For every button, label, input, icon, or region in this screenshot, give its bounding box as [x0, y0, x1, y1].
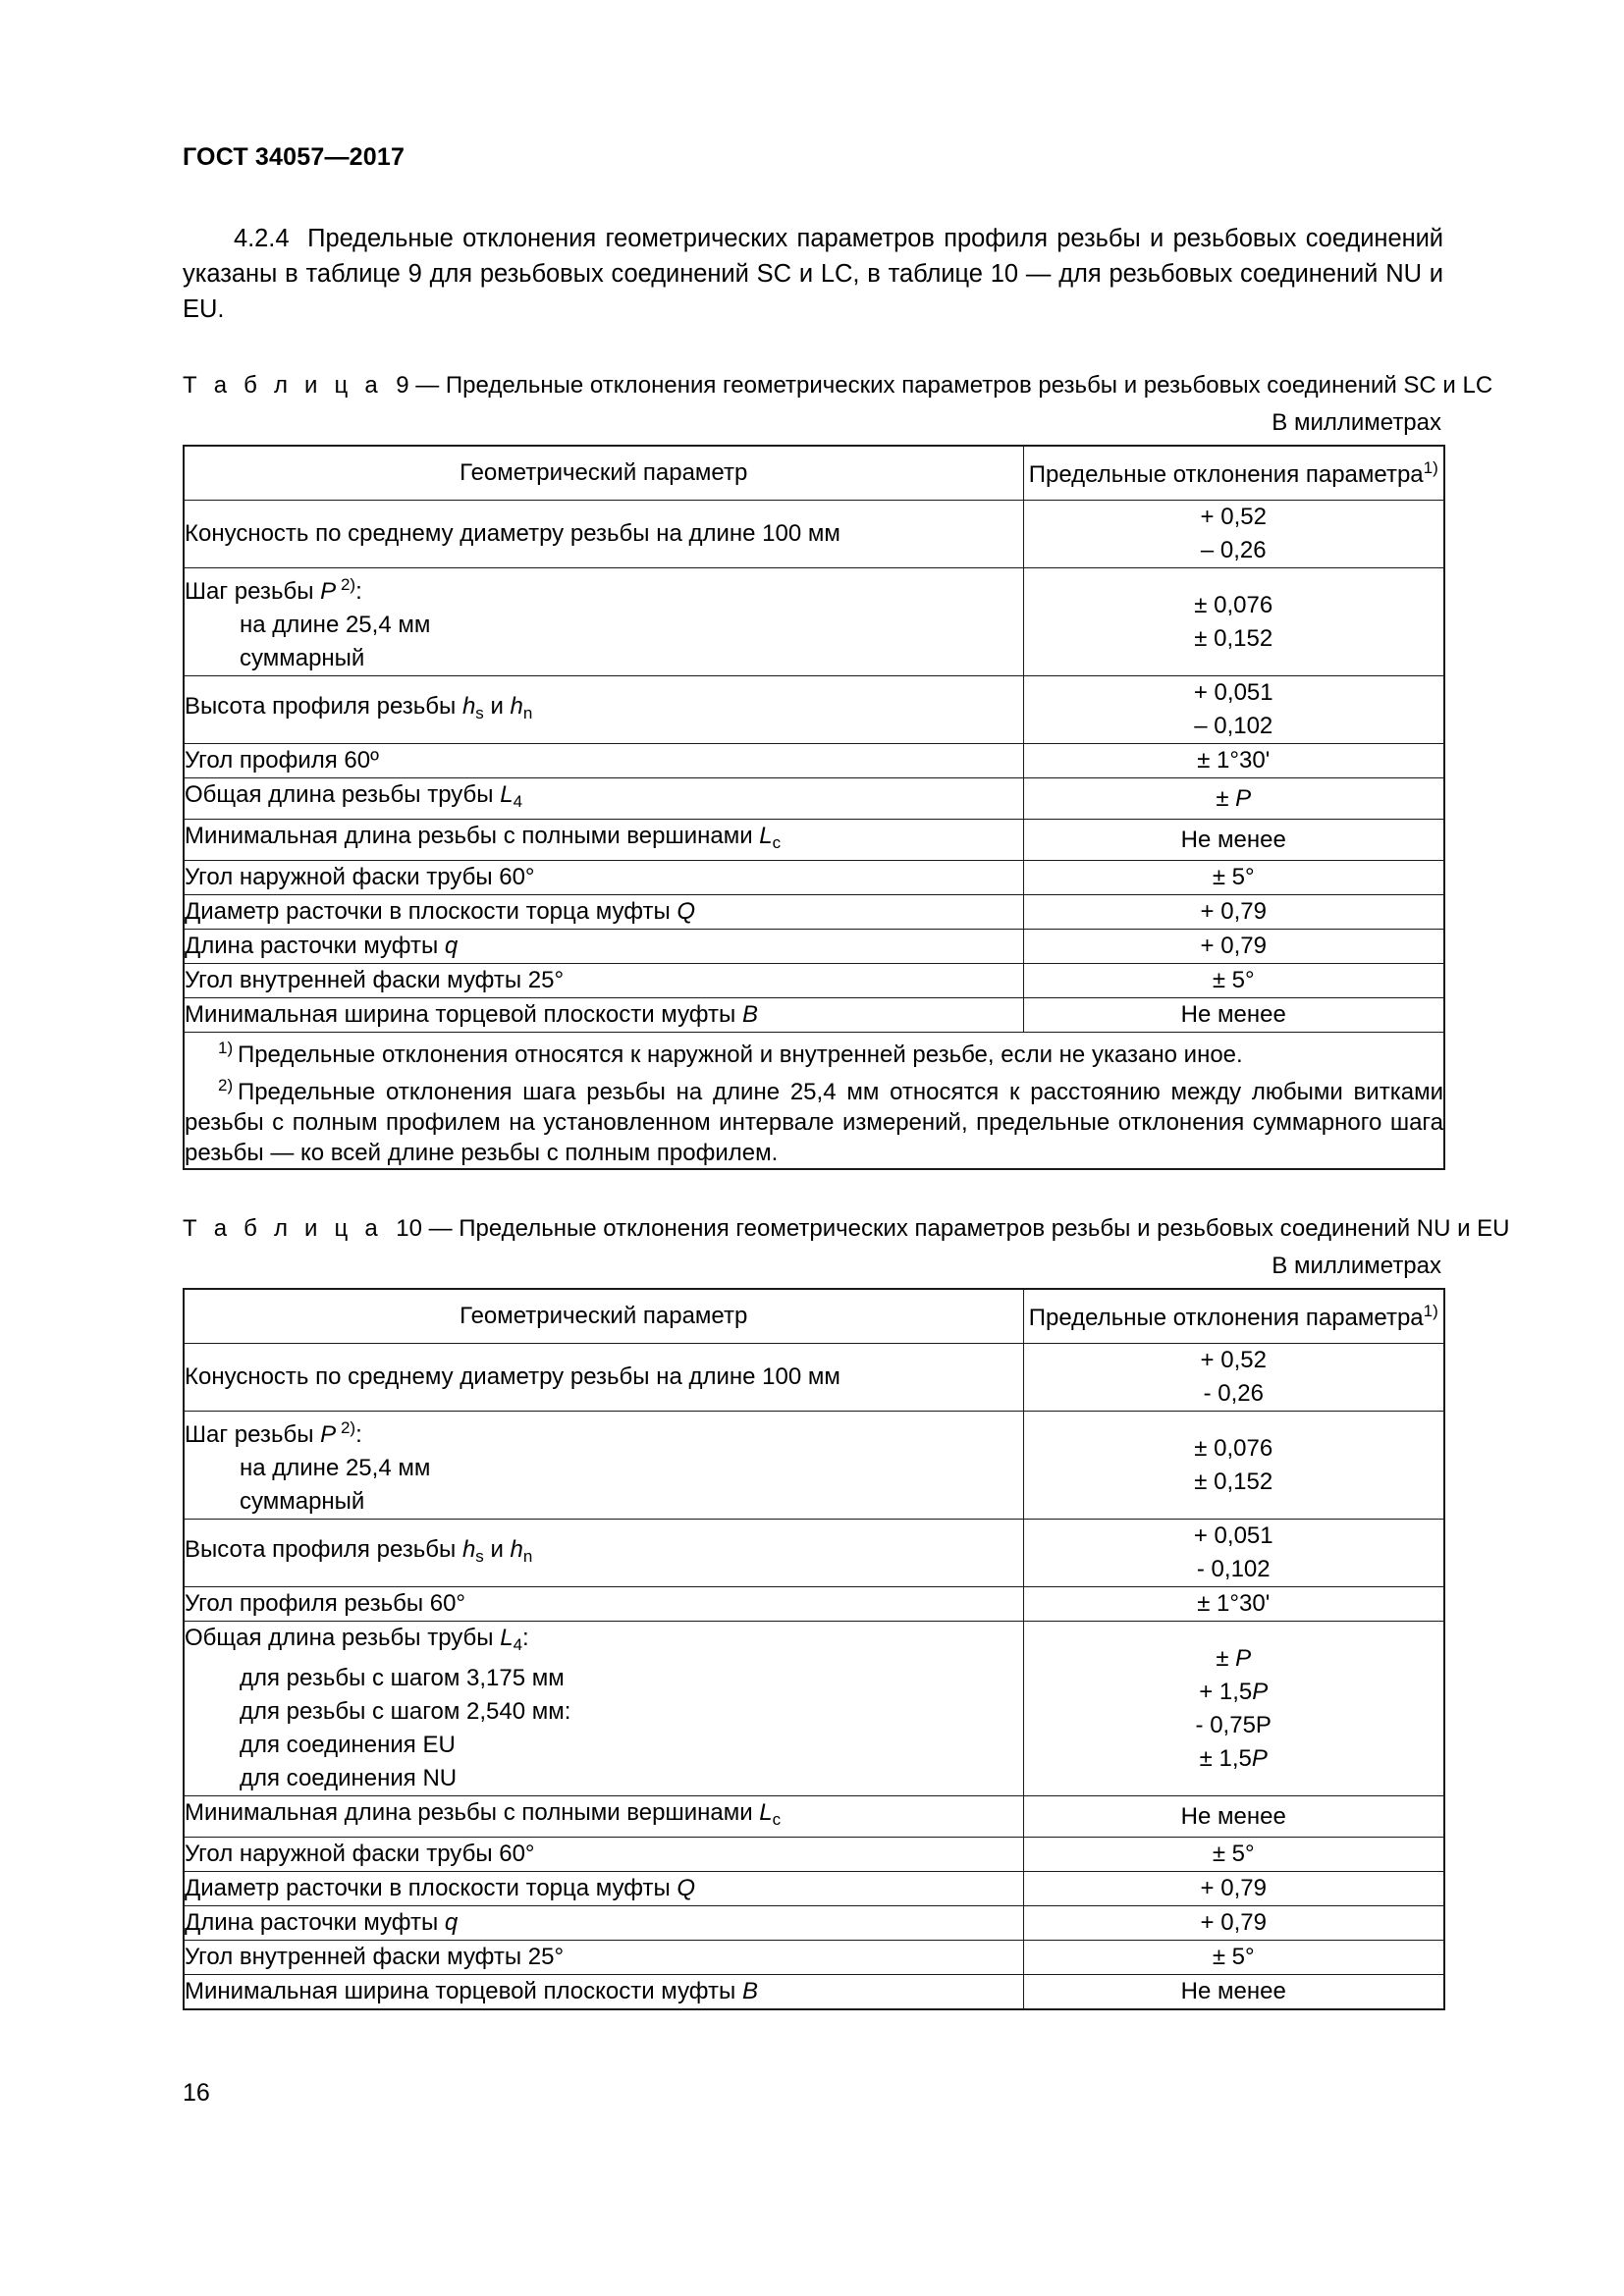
table9-row2-param: Высота профиля резьбы $h_s$ и $h_n$: [184, 676, 1023, 744]
table10-row0-value-line0: + 0,52: [1200, 1347, 1267, 1373]
table10-row6-value: ± 5°: [1023, 1838, 1444, 1872]
table10-caption-text: — Предельные отклонения геометрических параметров резьбы и резьбовых соединений NU и EU: [428, 1215, 1510, 1242]
table10-row9-value: ± 5°: [1023, 1941, 1444, 1975]
table9-footnote-1: [185, 1033, 1443, 1070]
table10-row7-value: + 0,79: [1023, 1872, 1444, 1906]
table10-row4-param-line1: для резьбы с шагом 3,175 мм: [240, 1665, 565, 1691]
table10-row1-value-line0: ± 0,076: [1194, 1434, 1273, 1462]
table10-row4-param-line2: для резьбы с шагом 2,540 мм:: [240, 1698, 571, 1725]
table10-row10-param: Минимальная ширина торцевой плоскости муфты B: [184, 1975, 1023, 2010]
table9-row1-param: [184, 568, 1023, 676]
table9-row10-param: Минимальная ширина торцевой плоскости муфты B: [184, 998, 1023, 1033]
table10-row4-param: [184, 1622, 1023, 1796]
table-row: [184, 1872, 1444, 1906]
table10-caption-word: Т а б л и ц а: [183, 1215, 383, 1242]
table9-row2-value: [1023, 676, 1444, 744]
table9-footnote-2-text: Предельные отклонения шага резьбы на длине 25,4 мм относятся к расстоянию между любыми витками резьбы с полным профилем на установленном интервале измерений, предельные отклонения суммарного шага резьбы — ко всей длине резьбы с полным профилем.: [185, 1079, 1443, 1166]
table-row: [184, 930, 1444, 964]
table9-row4-value: ± P: [1023, 778, 1444, 820]
table9-row2-value-line0: + 0,051: [1193, 679, 1273, 706]
table9: [183, 445, 1445, 1170]
table9-footnotes: [184, 1033, 1444, 1170]
table10-row3-param: Угол профиля резьбы 60°: [184, 1587, 1023, 1622]
table-row: [184, 568, 1444, 676]
table-row: [184, 1975, 1444, 2010]
table9-header-footnote-marker: 1): [1423, 457, 1438, 477]
table9-row6-param: Угол наружной фаски трубы 60°: [184, 861, 1023, 895]
clause-paragraph: [183, 221, 1443, 327]
table9-row7-value: + 0,79: [1023, 895, 1444, 930]
table9-row7-param: Диаметр расточки в плоскости торца муфты Q: [184, 895, 1023, 930]
table9-row1-value: [1023, 568, 1444, 676]
table9-header-param: Геометрический параметр: [184, 446, 1023, 501]
table9-row3-value: ± 1°30': [1023, 744, 1444, 778]
table10-row1-value: [1023, 1412, 1444, 1520]
table10-row2-value: [1023, 1520, 1444, 1587]
table10-row4-value: [1023, 1622, 1444, 1796]
table10-row0-value: [1023, 1344, 1444, 1412]
table10-row1-param: [184, 1412, 1023, 1520]
table10-row1-param-line0: Шаг резьбы P $^{2)}$:: [185, 1418, 362, 1448]
clause-number: 4.2.4: [234, 225, 290, 252]
table10-caption: [183, 1213, 1510, 1245]
table-row: [184, 1412, 1444, 1520]
table9-footnote-2: [185, 1070, 1443, 1168]
table9-row8-value: + 0,79: [1023, 930, 1444, 964]
table9-header-deviation-text: Предельные отклонения параметра: [1028, 460, 1424, 488]
table-row: [184, 778, 1444, 820]
page-number: 16: [183, 2079, 210, 2107]
table10-row1-param-line1: на длине 25,4 мм: [240, 1455, 431, 1481]
table9-caption-number: 9: [396, 372, 409, 399]
table-row: [184, 861, 1444, 895]
table9-row1-value-line1: ± 0,152: [1194, 624, 1273, 652]
table9-footnotes-row: [184, 1033, 1444, 1170]
table10-row4-value-line3: ± 1,5P: [1199, 1744, 1268, 1772]
clause-text: Предельные отклонения геометрических параметров профиля резьбы и резьбовых соединений указаны в таблице 9 для резьбовых соединений SC и LC, в таблице 10 — для резьбовых соединений NU и EU.: [183, 225, 1443, 323]
table10-row1-value-line1: ± 0,152: [1194, 1468, 1273, 1495]
table-row: [184, 964, 1444, 998]
table10-row3-value: ± 1°30': [1023, 1587, 1444, 1622]
table9-row6-value: ± 5°: [1023, 861, 1444, 895]
table10-row8-param: Длина расточки муфты q: [184, 1906, 1023, 1941]
table10-header-deviation: [1023, 1289, 1444, 1344]
table10: [183, 1288, 1445, 2010]
table9-header-row: [184, 446, 1444, 501]
table-row: [184, 1520, 1444, 1587]
table10-header-footnote-marker: 1): [1423, 1301, 1438, 1320]
table9-footnote-1-text: Предельные отклонения относятся к наружной и внутренней резьбе, если не указано иное.: [237, 1041, 1243, 1068]
table9-row1-param-line2: суммарный: [240, 645, 365, 671]
table-row: [184, 676, 1444, 744]
table9-row9-value: ± 5°: [1023, 964, 1444, 998]
table10-row5-value: Не менее: [1023, 1796, 1444, 1838]
table-row: [184, 820, 1444, 861]
table9-row1-param-line1: на длине 25,4 мм: [240, 612, 431, 638]
table9-row5-value: Не менее: [1023, 820, 1444, 861]
table10-row4-param-line4: для соединения NU: [240, 1765, 458, 1791]
table10-row2-param: Высота профиля резьбы $h_s$ и $h_n$: [184, 1520, 1023, 1587]
table-row: [184, 1941, 1444, 1975]
page-content: [183, 221, 1510, 2010]
table9-footnote-1-marker: 1): [218, 1039, 234, 1057]
table-row: [184, 998, 1444, 1033]
table10-row5-param: Минимальная длина резьбы с полными вершинами $L_c$: [184, 1796, 1023, 1838]
table-row: [184, 1344, 1444, 1412]
table10-row4-value-line0: ± P: [1216, 1644, 1252, 1672]
table9-header-deviation: [1023, 446, 1444, 501]
table9-row2-value-line1: – 0,102: [1194, 713, 1273, 739]
table9-row0-param: [184, 501, 1023, 568]
table10-row4-value-line2: - 0,75P: [1195, 1711, 1272, 1738]
table-row: [184, 1587, 1444, 1622]
table10-row4-value-line1: + 1,5P: [1199, 1678, 1269, 1705]
table-row: [184, 1796, 1444, 1838]
table9-row1-value-line0: ± 0,076: [1194, 591, 1273, 618]
table9-row10-value: Не менее: [1023, 998, 1444, 1033]
table9-row5-param: Минимальная длина резьбы с полными вершинами $L_c$: [184, 820, 1023, 861]
table9-units: В миллиметрах: [1272, 409, 1441, 436]
table9-row9-param: Угол внутренней фаски муфты 25°: [184, 964, 1023, 998]
table10-row0-value-line1: - 0,26: [1203, 1380, 1264, 1407]
table-row: [184, 1622, 1444, 1796]
table9-row0-value: [1023, 501, 1444, 568]
table10-row2-value-line0: + 0,051: [1193, 1522, 1273, 1549]
table10-units: В миллиметрах: [1272, 1253, 1441, 1279]
table10-header-param: Геометрический параметр: [184, 1289, 1023, 1344]
table10-header-row: [184, 1289, 1444, 1344]
table10-row0-param: Конусность по среднему диаметру резьбы на длине 100 мм: [184, 1344, 1023, 1412]
table10-row7-param: Диаметр расточки в плоскости торца муфты Q: [184, 1872, 1023, 1906]
table10-row1-param-line2: суммарный: [240, 1488, 365, 1515]
table9-row1-param-line0: Шаг резьбы P $^{2)}$:: [185, 575, 362, 605]
table10-row2-value-line1: - 0,102: [1196, 1556, 1271, 1582]
table9-row3-param: Угол профиля 60º: [184, 744, 1023, 778]
table9-caption-text: — Предельные отклонения геометрических параметров резьбы и резьбовых соединений SC и LC: [415, 372, 1493, 399]
table9-row4-param: Общая длина резьбы трубы $L_4$: [184, 778, 1023, 820]
table-row: [184, 895, 1444, 930]
table10-row10-value: Не менее: [1023, 1975, 1444, 2010]
table10-row4-param-line3: для соединения EU: [240, 1732, 456, 1758]
table10-row8-value: + 0,79: [1023, 1906, 1444, 1941]
table10-caption-number: 10: [396, 1215, 422, 1242]
table-row: [184, 744, 1444, 778]
table-row: [184, 501, 1444, 568]
running-head: ГОСТ 34057—2017: [183, 143, 406, 171]
table9-row8-param: Длина расточки муфты q: [184, 930, 1023, 964]
table9-caption-word: Т а б л и ц а: [183, 372, 383, 399]
table-row: [184, 1906, 1444, 1941]
table10-row4-param-line0: Общая длина резьбы трубы $L_4$:: [185, 1625, 529, 1654]
table10-header-deviation-text: Предельные отклонения параметра: [1028, 1304, 1424, 1331]
table10-row6-param: Угол наружной фаски трубы 60°: [184, 1838, 1023, 1872]
table9-row0-value-line1: – 0,26: [1200, 537, 1267, 563]
table9-row0-value-line0: + 0,52: [1200, 504, 1267, 530]
table9-footnote-2-marker: 2): [218, 1076, 234, 1095]
table9-caption: [183, 370, 1493, 401]
table10-row9-param: Угол внутренней фаски муфты 25°: [184, 1941, 1023, 1975]
table-row: [184, 1838, 1444, 1872]
table9-row0-param-line0: Конусность по среднему диаметру резьбы на длине 100 мм: [185, 520, 840, 547]
